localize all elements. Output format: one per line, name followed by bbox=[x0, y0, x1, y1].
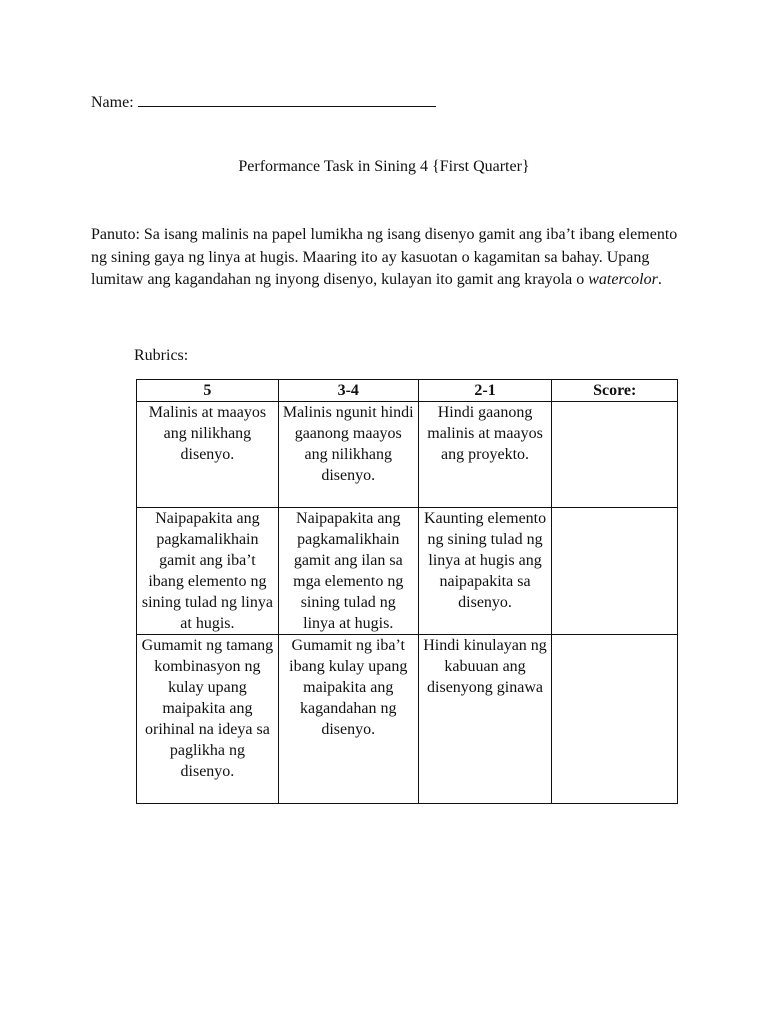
table-cell: Gumamit ng iba’t ibang kulay upang maipakita ang kagandahan ng disenyo. bbox=[278, 635, 418, 804]
table-cell: Hindi gaanong malinis at maayos ang proyekto. bbox=[418, 402, 552, 508]
header-2-1: 2-1 bbox=[418, 380, 552, 402]
table-row bbox=[137, 402, 678, 508]
rubrics-label: Rubrics: bbox=[134, 347, 189, 364]
score-cell[interactable] bbox=[552, 402, 678, 508]
table-cell: Hindi kinulayan ng kabuuan ang disenyong ginawa bbox=[418, 635, 552, 804]
table-cell: Malinis at maayos ang nilikhang disenyo. bbox=[137, 402, 279, 508]
instructions-ending: . bbox=[657, 271, 662, 288]
table-cell: Malinis ngunit hindi gaanong maayos ang nilikhang disenyo. bbox=[278, 402, 418, 508]
header-3-4: 3-4 bbox=[278, 380, 418, 402]
instructions-text: Panuto: Sa isang malinis na papel lumikha ng isang disenyo gamit ang iba’t ibang elemento ng sining gaya ng linya at hugis. Maaring ito ay kasuotan o kagamitan sa bahay. Upang lumitaw ang kagandahan ng inyong disenyo, kulayan ito gamit ang krayola o bbox=[91, 226, 678, 288]
header-5: 5 bbox=[137, 380, 279, 402]
table-cell: Gumamit ng tamang kombinasyon ng kulay upang maipakita ang orihinal na ideya sa paglikha ng disenyo. bbox=[137, 635, 279, 804]
score-cell[interactable] bbox=[552, 508, 678, 635]
header-score: Score: bbox=[552, 380, 678, 402]
page-title: Performance Task in Sining 4 {First Quarter} bbox=[238, 158, 530, 175]
table-row bbox=[137, 508, 678, 635]
rubric-table bbox=[136, 379, 678, 804]
table-cell: Kaunting elemento ng sining tulad ng linya at hugis ang naipapakita sa disenyo. bbox=[418, 508, 552, 635]
instructions bbox=[91, 224, 681, 292]
score-cell[interactable] bbox=[552, 635, 678, 804]
table-header-row bbox=[137, 380, 678, 402]
table-cell: Naipapakita ang pagkamalikhain gamit ang ilan sa mga elemento ng sining tulad ng linya at hugis. bbox=[278, 508, 418, 635]
name-label: Name: bbox=[91, 94, 134, 111]
name-field bbox=[91, 92, 436, 112]
table-row bbox=[137, 635, 678, 804]
name-blank-line[interactable] bbox=[138, 92, 436, 107]
table-cell: Naipapakita ang pagkamalikhain gamit ang iba’t ibang elemento ng sining tulad ng linya at hugis. bbox=[137, 508, 279, 635]
instructions-italic-word: watercolor bbox=[588, 271, 658, 288]
